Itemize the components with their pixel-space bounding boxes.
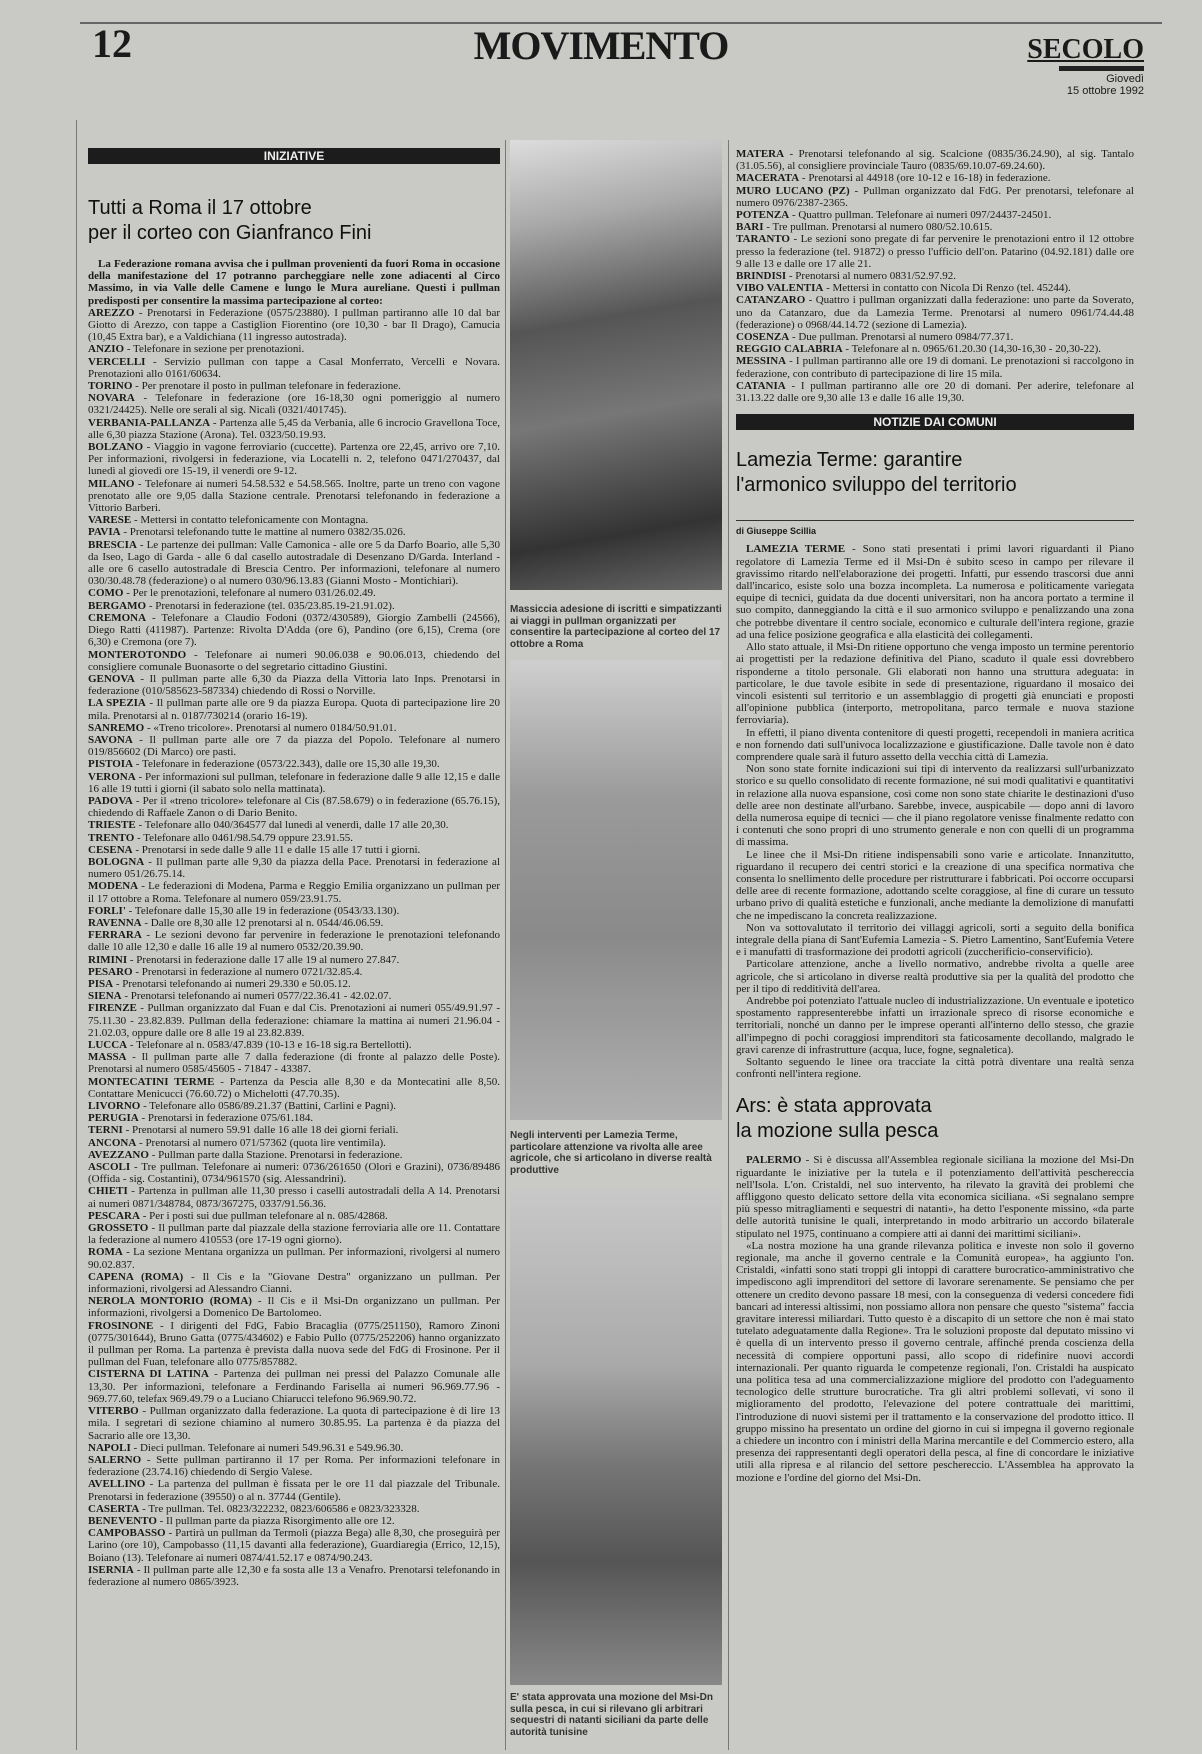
listing-entry <box>88 1039 500 1051</box>
listing-entry <box>88 649 500 673</box>
paragraph-text: Allo stato attuale, il Msi-Dn ritiene opportuno che venga imposto un termine perentorio ai progettisti per la redazione definitiva del Piano, scaduto il quale essi dovrebbero risponderne a titolo personale. Gli elaborati non hanno una struttura adeguata: in particolare, le due tavole esibite in sede di presentazione, riguardano il mosaico dei vincoli esistenti sul territorio e un assemblaggio di progetti già enunciati e proposti all'opinione pubblica (interporto, metropolitana, parco termale e nuova stazione ferroviaria). <box>736 641 1134 727</box>
listing-entry <box>736 233 1134 270</box>
listing-text: - Quattro pullman. Telefonare ai numeri 097/24437-24501. <box>789 209 1052 222</box>
article-body-pesca <box>736 1154 1134 1483</box>
listing-text: - Per informazioni sul pullman, telefonare in federazione dalle 9 alle 12,15 e dalle 16 alle 19 tutti i giorni (il sabato solo nella mattinata). <box>88 770 500 795</box>
listing-text: - Tre pullman. Telefonare ai numeri: 0736/261650 (Olori e Grazini), 0736/89486 (Offida - sig. Costantini), 0734/961570 (sig. Alessandrini). <box>88 1161 500 1186</box>
listing-text: - Partenza da Pescia alle 8,30 e da Montecatini alle 8,50. Contattare Menicucci (76.60.72) o Michelotti (47.70.35). <box>88 1075 500 1100</box>
listing-city: PESARO <box>88 965 133 978</box>
listing-text: - Prenotarsi telefonando ai numeri 29.330 e 50.05.12. <box>113 977 351 990</box>
listing-city: MATERA <box>736 148 785 160</box>
listing-entry <box>736 380 1134 404</box>
listing-city: PISTOIA <box>88 758 134 771</box>
paragraph-text: Le linee che il Msi-Dn ritiene indispensabili sono varie e articolate. Innanzitutto, riguardano il recupero dei centri storici e la creazione di una specifica normativa che consenta lo snellimento delle procedure per ristrutturare i fabbricati. Poi occorre occuparsi delle aree di recente formazione, adottando scelte coraggiose, al fine di curare un tessuto urbano privo di qualità estetiche e funzionali, anche mediante la demolizione di manufatti che ne impediscano la concreta realizzazione. <box>736 848 1134 922</box>
article-dateline: PALERMO <box>746 1154 802 1167</box>
listing-city: ANZIO <box>88 343 125 356</box>
issue-date <box>1067 73 1144 97</box>
listing-entry <box>88 526 500 538</box>
listing-entry <box>88 612 500 649</box>
listing-text: - Viaggio in vagone ferroviario (cuccette). Partenza ore 22,45, arrivo ore 7,10. Per informazioni, rivolgersi in federazione, via Locatelli n. 2, telefono 0471/270437, dal lunedì al giovedì ore 15-19, il venerdì ore 9-12. <box>88 441 500 478</box>
listing-text: - Le federazioni di Modena, Parma e Reggio Emilia organizzano un pullman per il 17 ottobre a Roma. Telefonare al numero 059/23.91.75. <box>88 880 500 905</box>
listing-entry <box>88 1076 500 1100</box>
listing-entry <box>736 270 1134 282</box>
listing-text: - Il pullman parte alle ore 7 da piazza del Popolo. Telefonare al numero 019/856602 (Di Marco) ore pasti. <box>88 733 500 759</box>
article-paragraph <box>736 641 1134 726</box>
listing-entry <box>88 1112 500 1124</box>
listing-entry <box>88 441 500 478</box>
listing-entry <box>88 880 500 904</box>
listing-entry <box>88 954 500 966</box>
listing-text: - Il pullman parte alle 7 dalla federazione (di fronte al palazzo delle Poste). Prenotarsi al numero 0585/45605 - 71847 - 43387. <box>88 1051 500 1076</box>
listing-city: COMO <box>88 587 124 600</box>
photo-fishing-boat <box>510 1190 722 1685</box>
listing-entry <box>88 832 500 844</box>
listing-city: CESENA <box>88 843 133 856</box>
listing-entry <box>736 209 1134 221</box>
listing-entry <box>736 282 1134 294</box>
bus-listings <box>88 307 500 1588</box>
listing-text: - Partenza in pullman alle 11,30 presso i caselli autostradali della A 14. Prenotarsi ai numeri 0871/348784, 0873/367275, 0337/91.56.36. <box>88 1185 500 1210</box>
listing-city: MESSINA <box>736 355 787 368</box>
listing-text: - Prenotarsi al 44918 (ore 10-12 e 16-18) in federazione. <box>799 172 1051 185</box>
article-headline <box>736 1094 1134 1144</box>
listing-entry <box>88 478 500 515</box>
listing-text: - Telefonare in sezione per prenotazioni. <box>124 343 305 356</box>
article-paragraph <box>736 727 1134 764</box>
listing-text: - Prenotarsi al numero 071/57362 (quota lire ventimila). <box>136 1136 386 1149</box>
listing-entry <box>88 539 500 588</box>
listing-text: - Partenza dei pullman nei pressi del Palazzo Comunale alle 13,30. Per informazioni, telefonare a Ferdinando Farisella ai numeri 96.969.77.96 - 969.77.60, telefax 969.49.79 o a Luciano Chiarucci telefono 96.969.90.72. <box>88 1368 500 1405</box>
listing-city: BRINDISI <box>736 270 787 283</box>
listing-city: AVELLINO <box>88 1478 146 1491</box>
listing-city: BOLOGNA <box>88 855 145 868</box>
listing-city: SANREMO <box>88 721 145 734</box>
listing-text: - Il Cis e il Msi-Dn organizzano un pullman. Per informazioni, rivolgersi a Domenico De Bartolomeo. <box>88 1295 500 1320</box>
listing-entry <box>88 722 500 734</box>
listing-text: - Telefonare ai numeri 90.06.038 e 90.06.013, chiedendo del consigliere comunale Buonasorte o del segretario cittadino Giustini. <box>88 648 500 673</box>
article-paragraph <box>736 849 1134 922</box>
headline-line: la mozione sulla pesca <box>736 1120 939 1143</box>
listing-text: - Il pullman parte alle ore 9 da piazza Europa. Quota di partecipazione lire 20 mila. Prenotarsi al n. 0187/730214 (orario 16-19). <box>88 697 500 722</box>
paragraph-text: Non sono state fornite indicazioni sui tipi di intervento da realizzarsi sull'urbanizzato storico e su quello consolidato di recente formazione, né sui modi qualitativi e quantitativi in relazione alla nuova espansione, così come non sono state chiarite le destinazioni d'uso delle aree non destinate all'urbano. Sarebbe, invece, auspicabile — dopo anni di lavoro della numerosa equipe di tecnici — che il piano regolatore venisse finalmente redatto con i contenuti che sono propri di uno strumento generale e non con quelli di un programma di massima. <box>736 763 1134 849</box>
listing-entry <box>88 1368 500 1405</box>
listing-entry <box>88 1100 500 1112</box>
section-bar-iniziative: INIZIATIVE <box>88 148 500 164</box>
listing-entry <box>88 673 500 697</box>
paragraph-text: Particolare attenzione, anche a livello normativo, andrebbe rivolta a quelle aree agricole, che si articolano in diverse realtà produttive sia per la qualità del prodotto che per il tipo di redditività dell'area. <box>736 958 1134 995</box>
photo-rally-crowd <box>510 140 722 590</box>
listing-text: - La sezione Mentana organizza un pullman. Per informazioni, rivolgersi al numero 90.02.837. <box>88 1246 500 1271</box>
listing-city: CATANZARO <box>736 294 806 307</box>
listing-entry <box>88 966 500 978</box>
listing-city: CASERTA <box>88 1502 140 1515</box>
listing-city: FROSINONE <box>88 1319 154 1332</box>
listing-entry <box>736 294 1134 331</box>
listing-text: - Telefonare dalle 15,30 alle 19 in federazione (0543/33.130). <box>125 904 400 917</box>
listing-entry <box>736 148 1134 172</box>
listing-text: - Prenotarsi al numero 0831/52.97.92. <box>786 270 957 283</box>
listing-text: - Il Cis e la "Giovane Destra" organizzano un pullman. Per informazioni, rivolgersi ad Alessandro Cianni. <box>88 1270 500 1296</box>
article-body-lamezia <box>736 543 1134 1080</box>
listing-city: ANCONA <box>88 1136 137 1149</box>
listing-entry <box>88 1527 500 1564</box>
listing-entry <box>88 844 500 856</box>
listing-city: CAPENA (ROMA) <box>88 1270 184 1283</box>
listing-text: - Pullman organizzato dalla federazione. La quota di partecipazione è di lire 13 mila. I segretari di sezione chiamino al numero 30.85.95. La partenza è da piazza del Sacrario alle ore 13,30. <box>88 1405 500 1442</box>
listing-city: BERGAMO <box>88 599 147 612</box>
listing-entry <box>88 1405 500 1442</box>
listing-text: - Mettersi in contatto telefonicamente con Montagna. <box>131 514 369 527</box>
listing-entry <box>88 856 500 880</box>
listing-city: VERBANIA-PALLANZA <box>88 416 211 429</box>
listing-city: PADOVA <box>88 794 133 807</box>
headline-line: Ars: è stata approvata <box>736 1095 932 1118</box>
listing-entry <box>88 600 500 612</box>
listing-city: CISTERNA DI LATINA <box>88 1368 209 1381</box>
listing-entry <box>88 1478 500 1502</box>
listing-text: - I pullman partiranno alle ore 20 di domani. Per aderire, telefonare al 31.13.22 dalle ore 9,30 alle 13 e dalle 16 alle 19,30. <box>736 379 1134 405</box>
listing-entry <box>88 929 500 953</box>
listing-text: - I pullman partiranno alle ore 19 di domani. Le prenotazioni si raccolgono in federazione, con contributo di partecipazione di lire 15 mila. <box>736 355 1134 380</box>
paragraph-text: «La nostra mozione ha una grande rilevanza politica e investe non solo il governo regionale, ma anche il governo centrale e la Comunità europea», ha aggiunto l'on. Cristaldi, «infatti sono stati troppi gli intoppi di carattere burocratico-amministrativo che impediscono agli imprenditori del settore di lavorare serenamente. Se pensiamo che per ottenere un credito devono passare 18 mesi, con la conseguenza di vedersi concedere fidi bancari ad interessi altissimi, non possiamo allora non pensare che questo "sistema" faccia gravitare interessi miliardari. Tutto questo è a discapito di un settore che non è mai stato tutelato adeguatamente dalla Regione». Tra le soluzioni proposte dal deputato missino vi è quella di un intervento presso il governo centrale, affinché prenda coscienza della necessità di compiere opportuni passi, allo scopo di ridefinire nuovi accordi internazionali. Per quanto riguarda le competenze regionali, l'on. Cristaldi ha auspicato una politica tesa ad una commercializzazione migliore del prodotto con l'adeguamento tecnologico delle strutture burocratiche. Tra gli altri problemi sollevati, vi sono il miglioramento del prodotto, l'elevazione del potere contrattuale dei marittimi, l'introduzione di nuovi sistemi per il trattamento e la conservazione del prodotto ittico. Il gruppo missino ha presentato un ordine del giorno in cui si impegna il governo regionale a chiedere un incontro con i ministri della Marina mercantile e del Commercio estero, alla presenza dei rappresentanti degli operatori della pesca, al fine di concordare le iniziative utili alla ripresa e al rilancio del settore peschereccio. L'Assemblea ha approvato la mozione e l'ordine del giorno del Msi-Dn. <box>736 1239 1134 1484</box>
paragraph-text: Soltanto seguendo le linee ora tracciate la città potrà diventare una realtà senza confronti nell'intera regione. <box>736 1056 1134 1081</box>
listing-text: - Il pullman parte da piazza Risorgimento alle ore 12. <box>156 1514 395 1527</box>
article-paragraph <box>736 1154 1134 1239</box>
listing-text: - Il pullman parte alle 6,30 da Piazza della Vittoria lato Inps. Prenotarsi in federazione (010/585623-587334) chiedendo di Rossi o Norville. <box>88 672 500 698</box>
listing-city: AVEZZANO <box>88 1148 149 1161</box>
listing-entry <box>88 1124 500 1136</box>
listing-city: VERONA <box>88 770 136 783</box>
listing-entry <box>88 1161 500 1185</box>
listing-city: FIRENZE <box>88 1002 137 1015</box>
listing-city: MONTECATINI TERME <box>88 1075 215 1088</box>
listing-city: TRIESTE <box>88 819 136 832</box>
listing-entry <box>88 587 500 599</box>
listing-city: PESCARA <box>88 1209 140 1222</box>
listing-text: - Prenotarsi telefonando tutte le mattine al numero 0382/35.026. <box>120 526 406 539</box>
listing-city: CREMONA <box>88 611 147 624</box>
listing-city: NEROLA MONTORIO (ROMA) <box>88 1295 252 1308</box>
listing-city: MILANO <box>88 477 135 490</box>
listing-city: SALERNO <box>88 1453 142 1466</box>
listing-city: TRENTO <box>88 831 135 844</box>
headline-line: l'armonico sviluppo del territorio <box>736 474 1017 497</box>
listing-text: - Prenotarsi telefonando al sig. Scalcione (0835/36.24.90), al sig. Tantalo (31.05.56), al consigliere provinciale Tauro (0835/69.10.07-69.24.60). <box>736 148 1134 173</box>
listing-entry <box>88 1222 500 1246</box>
listing-entry <box>88 380 500 392</box>
listing-text: - Due pullman. Prenotarsi al numero 0984/77.371. <box>789 331 1014 344</box>
article-paragraph <box>736 543 1134 641</box>
listing-city: GROSSETO <box>88 1222 149 1235</box>
listing-city: PAVIA <box>88 526 121 539</box>
listing-text: - Dalle ore 8,30 alle 12 prenotarsi al n. 0544/46.06.59. <box>141 916 384 929</box>
listing-entry <box>88 417 500 441</box>
listing-text: - Telefonare allo 0461/98.54.79 oppure 23.91.55. <box>134 831 353 844</box>
listing-entry <box>88 758 500 770</box>
listing-text: - Prenotarsi al numero 59.91 dalle 16 alle 18 dei giorni feriali. <box>122 1124 399 1137</box>
listing-city: MODENA <box>88 880 139 893</box>
logo-bar <box>1059 66 1144 71</box>
listing-text: - Telefonare al n. 0965/61.20.30 (14,30-16,30 - 20,30-22). <box>842 343 1102 356</box>
article-paragraph <box>736 922 1134 959</box>
listing-entry <box>88 343 500 355</box>
listing-text: - Per il «treno tricolore» telefonare al Cis (87.58.679) o in federazione (65.76.15), chiedendo di Raffaele Zanon o di Dario Benito. <box>88 794 500 820</box>
article-paragraph <box>736 958 1134 995</box>
listing-entry <box>88 734 500 758</box>
iniziative-column <box>88 148 500 1754</box>
listing-entry <box>88 1295 500 1319</box>
listing-text: - Pullman parte dalla Stazione. Prenotarsi in federazione. <box>148 1148 403 1161</box>
headline-line: Lamezia Terme: garantire <box>736 449 963 472</box>
article-lead: La Federazione romana avvisa che i pullman provenienti da fuori Roma in occasione della manifestazione del 17 potranno parcheggiare nelle zone adiacenti al Circo Massimo, in via Valle delle Camene e lungo le Mura aureliane. Questi i pullman predisposti per consentire la massima partecipazione al corteo: <box>88 258 500 307</box>
listing-text: - Mettersi in contatto con Nicola Di Renzo (tel. 45244). <box>823 282 1071 295</box>
column-rule <box>76 120 77 1750</box>
listing-city: FERRARA <box>88 929 142 942</box>
listing-city: SIENA <box>88 990 122 1003</box>
listing-city: ASCOLI <box>88 1161 131 1174</box>
listing-city: BARI <box>736 221 764 234</box>
listing-city: RAVENNA <box>88 916 142 929</box>
listing-text: - Sette pullman partiranno il 17 per Roma. Per informazioni telefonare in federazione (23.74.16) chiedendo di Sergio Valese. <box>88 1453 500 1479</box>
listing-text: - Partirà un pullman da Termoli (piazza Bega) alle 8,30, che proseguirà per Larino (ore 10), Campobasso (11,15 davanti alla federazione), Guardiaregia (Errico, 12,15), Boiano (13). Telefonare ai numeri 0874/41.52.17 e 0874/90.243. <box>88 1527 500 1564</box>
listing-entry <box>88 307 500 344</box>
article-paragraph <box>736 763 1134 848</box>
listing-entry <box>88 978 500 990</box>
article-paragraph <box>736 995 1134 1056</box>
listing-city: TERNI <box>88 1124 123 1137</box>
paragraph-text: - Sono stati presentati i primi lavori riguardanti il Piano regolatore di Lamezia Terme ed il Msi-Dn è subito sceso in campo per rilevare il gravissimo ritardo nell'elaborazione dei progetti. Infatti, pur essendo trascorsi due anni dall'incarico, esiste solo una bozza incompleta. La numerosa e politicamente variegata equipe di tecnici, guidata da due docenti universitari, non ha ancora portato a termine il suo compito, danneggiando la città e il suo armonico sviluppo e penalizzando una zona che potrebbe diventare il centro sociale, economico e culturale dell'intera regione, grazie ad una felice posizione geografica e alla elasticità dei collegamenti. <box>736 543 1134 641</box>
listing-text: - La partenza del pullman è fissata per le ore 11 dal piazzale del Tribunale. Prenotarsi in federazione (39550) o al n. 37744 (Gentile). <box>88 1478 500 1503</box>
photo-caption: E' stata approvata una mozione del Msi-Dn sulla pesca, in cui si rilevano gli arbitrari sequestri di natanti siciliani da parte delle autorità tunisine <box>510 1692 713 1738</box>
listing-city: VITERBO <box>88 1405 139 1418</box>
article-headline <box>736 448 1134 498</box>
listing-entry <box>88 1515 500 1527</box>
listing-entry <box>88 1442 500 1454</box>
listing-city: SAVONA <box>88 733 133 746</box>
listing-text: - Prenotarsi telefonando ai numeri 0577/22.36.41 - 42.02.07. <box>121 990 392 1003</box>
listing-text: - Per prenotare il posto in pullman telefonare in federazione. <box>132 380 401 393</box>
listing-entry <box>736 185 1134 209</box>
listing-text: - Prenotarsi in federazione (tel. 035/23.85.19-21.91.02). <box>146 599 395 612</box>
listing-entry <box>88 1137 500 1149</box>
listing-city: ROMA <box>88 1246 123 1259</box>
listing-text: - Prenotarsi in federazione al numero 0721/32.85.4. <box>132 965 363 978</box>
listing-text: - Tre pullman. Prenotarsi al numero 080/52.10.615. <box>763 221 993 234</box>
column-rule <box>505 140 506 1750</box>
listing-text: - «Treno tricolore». Prenotarsi al numero 0184/50.91.01. <box>144 721 397 734</box>
listing-text: - Pullman organizzato dal Fuan e dal Cis. Prenotazioni ai numeri 055/49.91.97 - 75.11.30 - 23.82.839. Pullman della federazione: chiamare la mattina ai numeri 21.96.04 - 21.02.03, oppure dalle ore 8 alle 19 al 23.82.839. <box>88 1002 500 1039</box>
photo-caption: Negli interventi per Lamezia Terme, particolare attenzione va rivolta alle aree agricole, che si articolano in diverse realtà produttive <box>510 1130 712 1176</box>
listing-entry <box>88 795 500 819</box>
listing-text: - Partenza alle 5,45 da Verbania, alle 6 incrocio Gravellona Toce, alle 6,30 piazza Stazione (Arona). Tel. 0323/50.19.93. <box>88 416 500 441</box>
listing-text: - Quattro i pullman organizzati dalla federazione: uno parte da Soverato, uno da Catanzaro, due da Lamezia Terme. Prenotarsi al numero 0961/74.44.48 (federazione) o 0968/44.14.72 (sezione di Lamezia). <box>736 294 1134 331</box>
listing-city: GENOVA <box>88 672 135 685</box>
listing-city: BRESCIA <box>88 538 137 551</box>
column-rule <box>728 140 729 1750</box>
listing-entry <box>736 172 1134 184</box>
issue-day: Giovedì <box>1106 73 1144 85</box>
listing-city: ISERNIA <box>88 1563 134 1576</box>
listing-text: - Prenotarsi in federazione 075/61.184. <box>138 1112 314 1125</box>
listing-entry <box>88 356 500 380</box>
paragraph-text: Andrebbe poi potenziato l'attuale nucleo di industrializzazione. Un eventuale e ipotetico spostamento rappresenterebbe infatti un irrazionale spreco di risorse economiche e territoriali, nonché un danno per le imprese operanti all'interno dello stesso, che grazie all'impegno di pochi coraggiosi imprenditori sta faticosamente decollando, malgrado le gravi carenze di infrastrutture (acqua, luce, fogne, segnaletica). <box>736 994 1134 1056</box>
listing-entry <box>88 1185 500 1209</box>
listing-entry <box>88 1210 500 1222</box>
listing-city: TARANTO <box>736 233 790 246</box>
listing-city: NOVARA <box>88 392 135 405</box>
listing-text: - Telefonare allo 040/364577 dal lunedì al venerdì, dalle 17 alle 20,30. <box>135 819 449 832</box>
newspaper-logo: SECOLO <box>1027 34 1144 65</box>
listing-city: LIVORNO <box>88 1100 141 1113</box>
listing-entry <box>88 1564 500 1588</box>
listing-entry <box>88 990 500 1002</box>
byline: di Giuseppe Scillia <box>736 526 817 537</box>
listing-city: FORLI' <box>88 904 126 917</box>
listing-entry <box>88 1271 500 1295</box>
listing-text: - Telefonare al n. 0583/47.839 (10-13 e 16-18 sig.ra Bertellotti). <box>127 1039 412 1051</box>
listing-text: - Telefonare in federazione (ore 16-18,30 ogni pomeriggio al numero 0321/24425). Nelle ore serali al sig. Nicali (0321/401745). <box>88 392 500 417</box>
listing-entry <box>88 1051 500 1075</box>
listing-text: - Prenotarsi in federazione dalle 17 alle 19 al numero 27.847. <box>127 953 400 966</box>
listing-city: COSENZA <box>736 331 790 344</box>
listing-entry <box>736 355 1134 379</box>
listing-city: AREZZO <box>88 306 135 319</box>
listing-entry <box>88 697 500 721</box>
headline-line: Tutti a Roma il 17 ottobre <box>88 197 312 219</box>
listing-text: - Telefonare allo 0586/89.21.37 (Battini, Carlini e Pagni). <box>140 1100 396 1113</box>
listing-entry <box>88 1454 500 1478</box>
listing-entry <box>88 392 500 416</box>
listing-text: - Tre pullman. Tel. 0823/322232, 0823/606586 e 0823/323328. <box>139 1502 420 1515</box>
listing-entry <box>88 1503 500 1515</box>
listing-text: - Il pullman parte alle 9,30 da piazza della Pace. Prenotarsi in federazione al numero 051/26.75.14. <box>88 855 500 881</box>
section-bar-notizie-dai-comuni: NOTIZIE DAI COMUNI <box>736 414 1134 430</box>
listing-entry <box>88 917 500 929</box>
listing-text: - I dirigenti del FdG, Fabio Bracaglia (0775/251150), Ramoro Zinoni (0775/301644), Bruno Gatta (0775/434602) e Fabio Pullo (0775/252206) hanno organizzato il pullman per Roma. La partenza è prevista dalla nuova sede del FdG di Frosinone. Per il pullman del Fuan, telefonare allo 0775/857882. <box>88 1319 500 1369</box>
article-dateline: LAMEZIA TERME <box>746 543 846 556</box>
listing-city: PISA <box>88 977 114 990</box>
listing-city: BOLZANO <box>88 441 144 454</box>
listing-text: - Prenotarsi in Federazione (0575/23880). I pullman partiranno alle 10 dal bar Giotto di Arezzo, con tappe a Castiglion Fiorentino (ore 10,30 - bar Il Drago), Camucia (10,45 Extra bar), e a Valdichiana (11 ingresso autostrada). <box>88 306 500 344</box>
bus-listings-south <box>736 148 1134 404</box>
listing-text: - Dieci pullman. Telefonare ai numeri 549.96.31 e 549.96.30. <box>130 1441 404 1454</box>
listing-entry <box>736 331 1134 343</box>
section-title: MOVIMENTO <box>473 23 729 68</box>
listing-entry <box>736 221 1134 233</box>
listing-text: - Telefonare in federazione (0573/22.343), dalle ore 15,30 alle 19,30. <box>133 758 440 771</box>
listing-text: - Telefonare ai numeri 54.58.532 e 54.58.565. Inoltre, parte un treno con vagone prenotato alle ore 9,05 dalla Stazione centrale. Prenotarsi telefonando in federazione a Vittorio Barberi. <box>88 477 500 515</box>
listing-city: VARESE <box>88 514 132 527</box>
listing-city: CHIETI <box>88 1185 128 1198</box>
photo-lamezia-landscape <box>510 660 722 1120</box>
listing-text: - Le sezioni devono far pervenire in federazione le prenotazioni telefonando dalle 10 alle 12,30 e dalle 16 alle 19 al numero 0532/20.39.90. <box>88 929 500 954</box>
listing-city: MONTEROTONDO <box>88 648 187 661</box>
listing-city: RIMINI <box>88 953 128 966</box>
paragraph-text: Non va sottovalutato il territorio dei villaggi agricoli, sorti a seguito della bonifica integrale della piana di Sant'Eufemia Lamezia - S. Pietro Lamentino, Sant'Eufemia Vetere e i manufatti di trasformazione dei prodotti agricoli (zuccherificio-conservificio). <box>736 921 1134 959</box>
listing-entry <box>88 1246 500 1270</box>
article-paragraph <box>736 1240 1134 1484</box>
listing-city: CATANIA <box>736 379 786 392</box>
listing-city: NAPOLI <box>88 1441 131 1454</box>
listing-city: MURO LUCANO (PZ) <box>736 184 850 197</box>
listing-entry <box>88 1149 500 1161</box>
listing-entry <box>88 1320 500 1369</box>
listing-city: PERUGIA <box>88 1112 139 1125</box>
listing-city: POTENZA <box>736 209 790 222</box>
listing-text: - Prenotarsi in sede dalle 9 alle 11 e dalle 15 alle 17 tutti i giorni. <box>132 843 421 856</box>
photo-caption: Massiccia adesione di iscritti e simpatizzanti ai viaggi in pullman organizzati per consentire la partecipazione al corteo del 17 ottobre a Roma <box>510 604 722 650</box>
listing-text: - Servizio pullman con tappe a Casal Monferrato, Vercelli e Novara. Prenotazioni allo 0161/60634. <box>88 355 500 380</box>
article-paragraph <box>736 1056 1134 1080</box>
listing-text: - Il pullman parte dal piazzale della stazione ferroviaria alle ore 11. Contattare la federazione al numero 410553 (ore 17-19 ogni giorno). <box>88 1222 500 1247</box>
right-column <box>736 148 1134 1754</box>
listing-city: LA SPEZIA <box>88 697 146 710</box>
listing-city: TORINO <box>88 380 133 393</box>
headline-line: per il corteo con Gianfranco Fini <box>88 222 372 244</box>
paragraph-text: In effetti, il piano diventa contenitore di questi progetti, recependoli in maniera acritica e non fornendo dati sull'univoca localizzazione e giustificazione. Dalle tavole non è dato comprendere quale sarà il futuro assetto della vecchia città di Lamezia. <box>736 726 1134 763</box>
listing-city: BENEVENTO <box>88 1514 157 1527</box>
listing-text: - Le sezioni sono pregate di far pervenire le prenotazioni entro il 12 ottobre presso la federazione (tel. 91872) o presso l'ufficio dell'on. Patarino (04.92.181) dalle ore 9 alle 13 e dalle ore 17 alle 21. <box>736 233 1134 270</box>
listing-entry <box>736 343 1134 355</box>
listing-text: - Pullman organizzato dal FdG. Per prenotarsi, telefonare al numero 0976/2387-2365. <box>736 184 1134 209</box>
listing-text: - Telefonare a Claudio Fodoni (0372/430589), Giorgio Zambelli (24566), Diego Ratti (411987). Partenze: Rivolta D'Adda (ore 6), Pandino (ore 6,15), Crema (ore 6,30) e Cremona (ore 7). <box>88 611 500 649</box>
listing-entry <box>88 514 500 526</box>
listing-entry <box>88 1002 500 1039</box>
article-headline <box>88 196 500 246</box>
issue-date-text: 15 ottobre 1992 <box>1066 85 1144 97</box>
listing-city: VIBO VALENTIA <box>736 282 824 295</box>
listing-city: REGGIO CALABRIA <box>736 343 843 356</box>
listing-entry <box>88 819 500 831</box>
listing-city: CAMPOBASSO <box>88 1527 166 1540</box>
page-number: 12 <box>92 21 132 66</box>
listing-city: MACERATA <box>736 172 800 185</box>
listing-text: - Le partenze dei pullman: Valle Camonica - alle ore 5 da Darfo Boario, alle 5,30 da Iseo, Lago di Garda - alle 6 dal casello autostradale di Desenzano D/Garda. Interland - alle ore 6 casello autostradale di Brescia Centro. Per informazioni, telefonare al numero 030/30.48.78 (federazione) o al numero 030/96.13.83 (Gianni Mosto - Montichiari). <box>88 538 500 588</box>
listing-entry <box>88 905 500 917</box>
listing-city: VERCELLI <box>88 355 146 368</box>
listing-city: MASSA <box>88 1051 127 1064</box>
listing-text: - Per i posti sui due pullman telefonare al n. 085/42868. <box>139 1209 388 1222</box>
listing-text: - Il pullman parte alle 12,30 e fa sosta alle 13 a Venafro. Prenotarsi telefonando in federazione al numero 0865/3923. <box>88 1563 500 1588</box>
listing-text: - Per le prenotazioni, telefonare al numero 031/26.02.49. <box>123 587 376 600</box>
paragraph-text: - Si è discussa all'Assemblea regionale siciliana la mozione del Msi-Dn riguardante le iniziative per la tutela e il potenziamento dell'attività peschereccia nell'Isola. L'on. Cristaldi, nel suo intervento, ha rilevato la gravità dei problemi che affliggono questo delicato settore della vita economica siciliana. «Si segnalano sempre più spesso mitragliamenti e sequestri di natanti», ha detto l'esponente missino, «da parte delle autorità tunisine le quali, interpretando in modo arbitrario un accordo bilaterale stipulato nel 1975, continuano a compiere atti ai danni dei marittimi siciliani». <box>736 1154 1134 1240</box>
listing-entry <box>88 771 500 795</box>
listing-city: LUCCA <box>88 1039 128 1051</box>
